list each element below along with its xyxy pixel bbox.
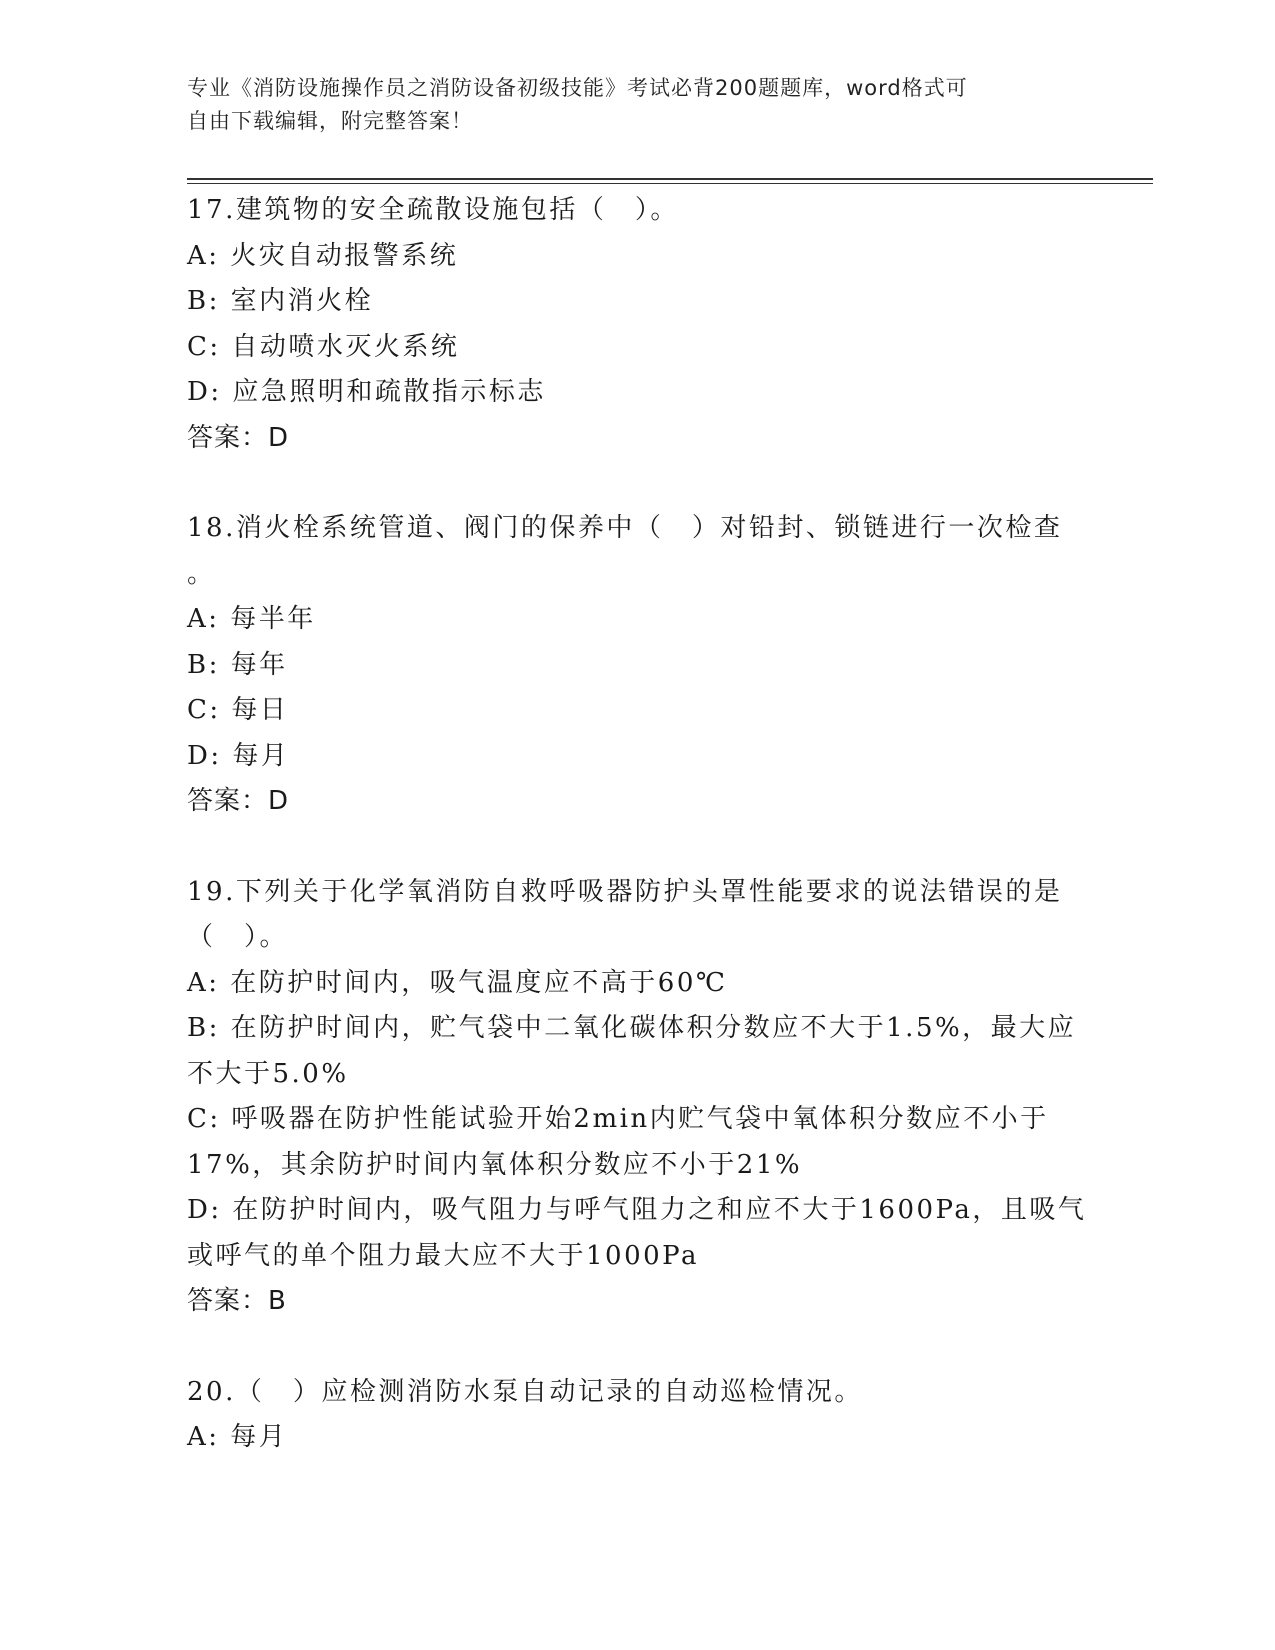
option-a: A: 每月	[187, 1422, 288, 1452]
question-17	[187, 188, 1087, 461]
question-stem: 17.建筑物的安全疏散设施包括（ ）。	[187, 195, 679, 225]
option-d: D: 每月	[187, 740, 290, 771]
option-c-continued: 17%，其余防护时间内氧体积分数应不小于21%	[187, 1149, 803, 1180]
question-stem-continued: （ ）。	[187, 922, 289, 952]
option-a: A: 在防护时间内，吸气温度应不高于60℃	[187, 967, 728, 998]
header-line-1: 专业《消防设施操作员之消防设备初级技能》考试必背200题题库，word格式可	[187, 76, 968, 100]
option-d: D: 在防护时间内，吸气阻力与呼气阻力之和应不大于1600Pa，且吸气	[187, 1195, 1087, 1225]
document-header	[187, 72, 1067, 138]
question-18	[187, 506, 1087, 825]
question-stem: 19.下列关于化学氧消防自救呼吸器防护头罩性能要求的说法错误的是	[187, 876, 1063, 907]
option-b: B: 在防护时间内，贮气袋中二氧化碳体积分数应不大于1.5%，最大应	[187, 1013, 1077, 1043]
header-line-2: 自由下载编辑，附完整答案！	[187, 109, 473, 133]
question-20	[187, 1370, 1087, 1461]
question-list	[187, 188, 1087, 1506]
header-divider-thin	[187, 183, 1153, 184]
option-a: A: 每半年	[187, 604, 316, 634]
option-d-continued: 或呼气的单个阻力最大应不大于1000Pa	[187, 1240, 699, 1271]
option-b-continued: 不大于5.0%	[187, 1058, 349, 1089]
option-d: D: 应急照明和疏散指示标志	[187, 377, 546, 407]
question-stem: 20.（ ）应检测消防水泵自动记录的自动巡检情况。	[187, 1376, 863, 1407]
option-b: B: 每年	[187, 649, 288, 680]
header-divider-thick	[187, 178, 1153, 180]
option-b: B: 室内消火栓	[187, 286, 374, 316]
option-a: A: 火灾自动报警系统	[187, 240, 459, 271]
answer-text: 答案：D	[187, 786, 290, 816]
option-c: C: 自动喷水灭火系统	[187, 331, 460, 362]
answer-text: 答案：D	[187, 422, 290, 453]
option-c: C: 呼吸器在防护性能试验开始2min内贮气袋中氧体积分数应不小于	[187, 1104, 1049, 1134]
answer-text: 答案：B	[187, 1286, 287, 1316]
option-c: C: 每日	[187, 695, 289, 725]
question-19	[187, 870, 1087, 1325]
question-stem: 18.消火栓系统管道、阀门的保养中（ ）对铅封、锁链进行一次检查	[187, 513, 1063, 543]
question-stem-continued: 。	[187, 558, 216, 589]
